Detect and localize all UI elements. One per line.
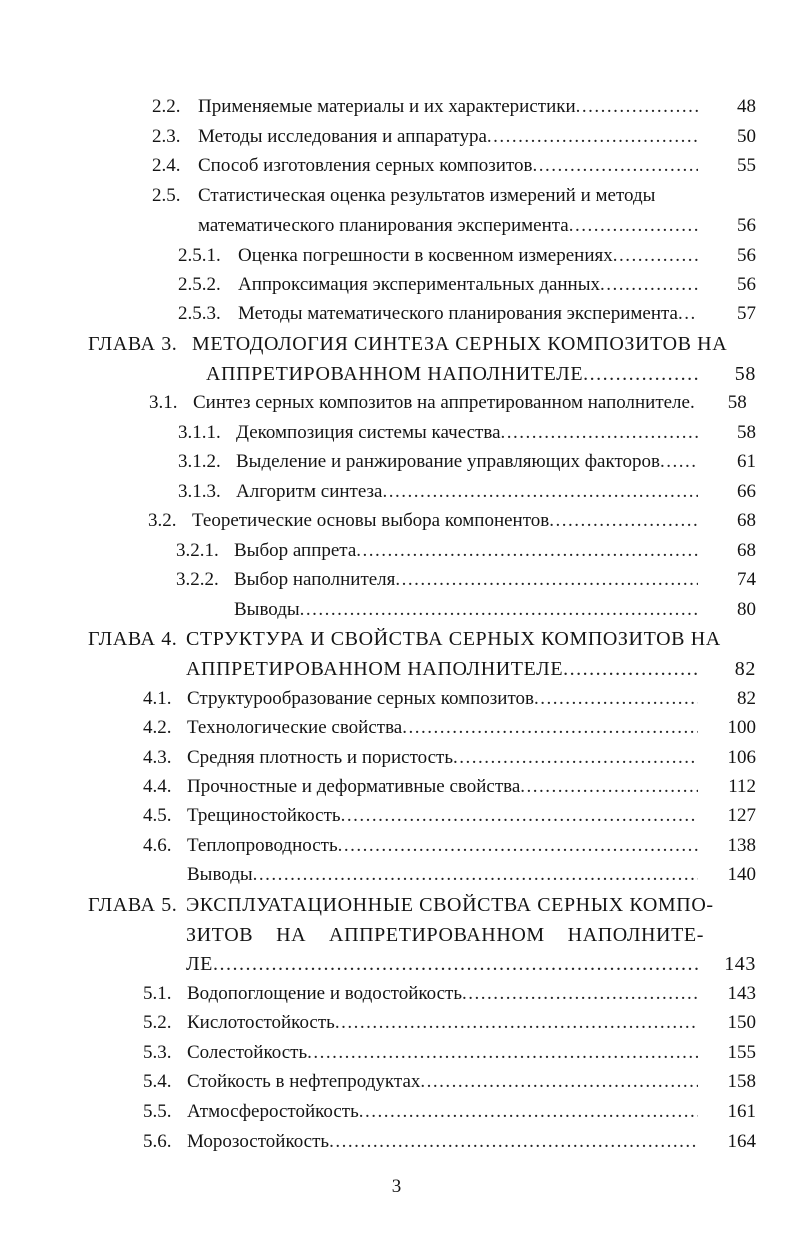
chapter-number: ГЛАВА 5. bbox=[88, 894, 178, 916]
dot-leader bbox=[338, 831, 698, 861]
chapter-title: ЭКСПЛУАТАЦИОННЫЕ СВОЙСТВА СЕРНЫХ КОМПО- bbox=[186, 894, 714, 916]
entry-title: Аппроксимация экспериментальных данных bbox=[238, 274, 600, 295]
chapter-heading bbox=[88, 624, 756, 654]
toc-subentry bbox=[178, 270, 756, 300]
chapter-title: АППРЕТИРОВАННОМ НАПОЛНИТЕЛЕ bbox=[186, 658, 564, 680]
entry-page: 48 bbox=[737, 96, 756, 117]
toc-entry bbox=[143, 801, 756, 831]
chapter-heading bbox=[88, 329, 756, 359]
toc-entry bbox=[143, 1008, 756, 1038]
entry-page: 66 bbox=[737, 481, 756, 502]
entry-title: Выбор наполнителя bbox=[234, 569, 396, 590]
entry-page: 143 bbox=[727, 983, 756, 1004]
entry-number: 2.5.3. bbox=[178, 303, 221, 324]
dot-leader bbox=[420, 1067, 698, 1097]
entry-page: 100 bbox=[727, 717, 756, 738]
entry-page: 50 bbox=[737, 126, 756, 147]
dot-leader bbox=[600, 270, 698, 300]
entry-page: 150 bbox=[727, 1012, 756, 1033]
dot-leader bbox=[453, 743, 698, 773]
entry-title: математического планирования эксперимента bbox=[198, 215, 569, 236]
entry-page: 80 bbox=[737, 599, 756, 620]
entry-page: 158 bbox=[727, 1071, 756, 1092]
entry-page: 56 bbox=[737, 274, 756, 295]
toc-entry bbox=[149, 388, 756, 418]
entry-number: 2.5.2. bbox=[178, 274, 221, 295]
entry-page: 82 bbox=[737, 688, 756, 709]
entry-page: 82 bbox=[734, 658, 756, 680]
chapter-title: СТРУКТУРА И СВОЙСТВА СЕРНЫХ КОМПОЗИТОВ НА bbox=[186, 628, 721, 650]
entry-page: 56 bbox=[737, 245, 756, 266]
toc-entry bbox=[143, 713, 756, 743]
chapter-title: АППРЕТИРОВАННОМ НАПОЛНИТЕЛЕ bbox=[206, 363, 584, 385]
toc-conclusions bbox=[234, 595, 756, 625]
entry-title: Применяемые материалы и их характеристики bbox=[198, 96, 576, 117]
entry-title: Синтез серных композитов на аппретированном наполнителе. bbox=[193, 392, 695, 413]
entry-number: 5.6. bbox=[143, 1131, 172, 1152]
entry-page: 112 bbox=[728, 776, 756, 797]
dot-leader bbox=[613, 241, 698, 271]
chapter-heading bbox=[88, 890, 756, 920]
entry-page: 161 bbox=[727, 1101, 756, 1122]
entry-page: 140 bbox=[727, 864, 756, 885]
entry-page: 58 bbox=[727, 392, 747, 413]
dot-leader bbox=[359, 1097, 698, 1127]
entry-title: Выводы bbox=[187, 864, 253, 885]
entry-title: Способ изготовления серных композитов bbox=[198, 155, 533, 176]
entry-page: 164 bbox=[727, 1131, 756, 1152]
entry-number: 4.5. bbox=[143, 805, 172, 826]
entry-title: Атмосферостойкость bbox=[187, 1101, 359, 1122]
toc-entry bbox=[143, 743, 756, 773]
dot-leader bbox=[534, 684, 698, 714]
dot-leader bbox=[520, 772, 698, 802]
entry-number: 3.1. bbox=[149, 392, 178, 413]
entry-number: 3.2.2. bbox=[176, 569, 219, 590]
entry-title: Выбор аппрета bbox=[234, 540, 357, 561]
entry-number: 2.4. bbox=[152, 155, 181, 176]
chapter-title: ЛЕ bbox=[186, 953, 213, 975]
toc-entry bbox=[152, 92, 756, 122]
chapter-number: ГЛАВА 4. bbox=[88, 628, 178, 650]
toc-entry bbox=[152, 122, 756, 152]
dot-leader bbox=[569, 211, 698, 241]
chapter-heading-continuation bbox=[88, 920, 756, 950]
entry-number: 2.5.1. bbox=[178, 245, 221, 266]
toc-entry bbox=[143, 1038, 756, 1068]
chapter-title: МЕТОДОЛОГИЯ СИНТЕЗА СЕРНЫХ КОМПОЗИТОВ НА bbox=[192, 333, 728, 355]
dot-leader bbox=[341, 801, 698, 831]
toc-entry bbox=[152, 151, 756, 181]
dot-leader bbox=[382, 477, 698, 507]
chapter-title: ЗИТОВ НА АППРЕТИРОВАННОМ НАПОЛНИТЕ- bbox=[186, 924, 704, 946]
dot-leader bbox=[395, 565, 698, 595]
dot-leader bbox=[660, 447, 698, 477]
entry-title: Структурообразование серных композитов bbox=[187, 688, 534, 709]
entry-page: 55 bbox=[737, 155, 756, 176]
entry-title: Теоретические основы выбора компонентов bbox=[192, 510, 550, 531]
entry-page: 138 bbox=[727, 835, 756, 856]
entry-number: 3.1.1. bbox=[178, 422, 221, 443]
dot-leader bbox=[402, 713, 698, 743]
entry-page: 58 bbox=[734, 363, 756, 385]
entry-page: 74 bbox=[737, 569, 756, 590]
entry-number: 4.6. bbox=[143, 835, 172, 856]
entry-number: 4.3. bbox=[143, 747, 172, 768]
dot-leader bbox=[307, 1038, 698, 1068]
entry-page: 57 bbox=[737, 303, 756, 324]
entry-number: 5.3. bbox=[143, 1042, 172, 1063]
entry-title: Теплопроводность bbox=[187, 835, 338, 856]
dot-leader bbox=[213, 949, 698, 979]
entry-page: 143 bbox=[724, 953, 756, 975]
entry-title: Технологические свойства bbox=[187, 717, 403, 738]
entry-number: 2.2. bbox=[152, 96, 181, 117]
entry-number: 3.2. bbox=[148, 510, 177, 531]
entry-title: Кислотостойкость bbox=[187, 1012, 335, 1033]
entry-title: Выводы bbox=[234, 599, 300, 620]
toc-entry bbox=[143, 1097, 756, 1127]
entry-page: 61 bbox=[737, 451, 756, 472]
entry-number: 3.1.3. bbox=[178, 481, 221, 502]
chapter-heading-continuation bbox=[88, 949, 756, 979]
entry-number: 3.2.1. bbox=[176, 540, 219, 561]
entry-page: 106 bbox=[727, 747, 756, 768]
dot-leader bbox=[576, 92, 698, 122]
entry-title: Стойкость в нефтепродуктах bbox=[187, 1071, 421, 1092]
entry-page: 155 bbox=[727, 1042, 756, 1063]
entry-title: Водопоглощение и водостойкость bbox=[187, 983, 462, 1004]
toc-entry bbox=[143, 831, 756, 861]
toc-subentry bbox=[176, 536, 756, 566]
entry-page: 68 bbox=[737, 540, 756, 561]
dot-leader bbox=[335, 1008, 698, 1038]
toc-entry bbox=[143, 1127, 756, 1157]
entry-title: Морозостойкость bbox=[187, 1131, 330, 1152]
toc-entry bbox=[143, 772, 756, 802]
chapter-heading-continuation bbox=[88, 359, 756, 389]
page-number: 3 bbox=[391, 1176, 402, 1197]
dot-leader bbox=[533, 151, 699, 181]
entry-title: Алгоритм синтеза bbox=[236, 481, 383, 502]
entry-number: 5.1. bbox=[143, 983, 172, 1004]
toc-entry bbox=[148, 506, 756, 536]
entry-title: Трещиностойкость bbox=[187, 805, 341, 826]
entry-title: Выделение и ранжирование управляющих факторов bbox=[236, 451, 660, 472]
dot-leader bbox=[253, 860, 698, 890]
toc-entry bbox=[143, 979, 756, 1009]
entry-page: 127 bbox=[727, 805, 756, 826]
toc-entry-continuation bbox=[152, 211, 756, 241]
dot-leader bbox=[678, 299, 698, 329]
dot-leader bbox=[356, 536, 698, 566]
entry-page: 68 bbox=[737, 510, 756, 531]
chapter-heading-continuation bbox=[88, 654, 756, 684]
toc-subentry bbox=[178, 477, 756, 507]
toc-entry bbox=[143, 1067, 756, 1097]
entry-number: 2.5. bbox=[152, 185, 181, 206]
entry-title: Статистическая оценка результатов измерений и методы bbox=[198, 185, 656, 206]
entry-title: Декомпозиция системы качества bbox=[236, 422, 501, 443]
entry-number: 5.4. bbox=[143, 1071, 172, 1092]
entry-title: Средняя плотность и пористость bbox=[187, 747, 454, 768]
entry-title: Методы исследования и аппаратура bbox=[198, 126, 487, 147]
dot-leader bbox=[583, 359, 698, 389]
entry-number: 4.1. bbox=[143, 688, 172, 709]
dot-leader bbox=[462, 979, 698, 1009]
entry-title: Методы математического планирования эксперимента bbox=[238, 303, 678, 324]
entry-page: 56 bbox=[737, 215, 756, 236]
toc-entry bbox=[152, 181, 756, 211]
entry-number: 5.5. bbox=[143, 1101, 172, 1122]
dot-leader bbox=[549, 506, 698, 536]
entry-title: Солестойкость bbox=[187, 1042, 308, 1063]
entry-title: Прочностные и деформативные свойства bbox=[187, 776, 521, 797]
dot-leader bbox=[487, 122, 698, 152]
entry-number: 5.2. bbox=[143, 1012, 172, 1033]
toc-subentry bbox=[178, 241, 756, 271]
dot-leader bbox=[329, 1127, 698, 1157]
entry-number: 4.2. bbox=[143, 717, 172, 738]
toc-subentry bbox=[178, 447, 756, 477]
entry-number: 3.1.2. bbox=[178, 451, 221, 472]
entry-number: 2.3. bbox=[152, 126, 181, 147]
toc-subentry bbox=[178, 299, 756, 329]
toc-entry bbox=[143, 684, 756, 714]
entry-page: 58 bbox=[737, 422, 756, 443]
dot-leader bbox=[563, 654, 698, 684]
chapter-number: ГЛАВА 3. bbox=[88, 333, 178, 355]
entry-title: Оценка погрешности в косвенном измерениях bbox=[238, 245, 613, 266]
entry-number: 4.4. bbox=[143, 776, 172, 797]
toc-subentry bbox=[176, 565, 756, 595]
dot-leader bbox=[501, 418, 699, 448]
toc-subentry bbox=[178, 418, 756, 448]
toc-conclusions bbox=[187, 860, 756, 890]
dot-leader bbox=[300, 595, 698, 625]
